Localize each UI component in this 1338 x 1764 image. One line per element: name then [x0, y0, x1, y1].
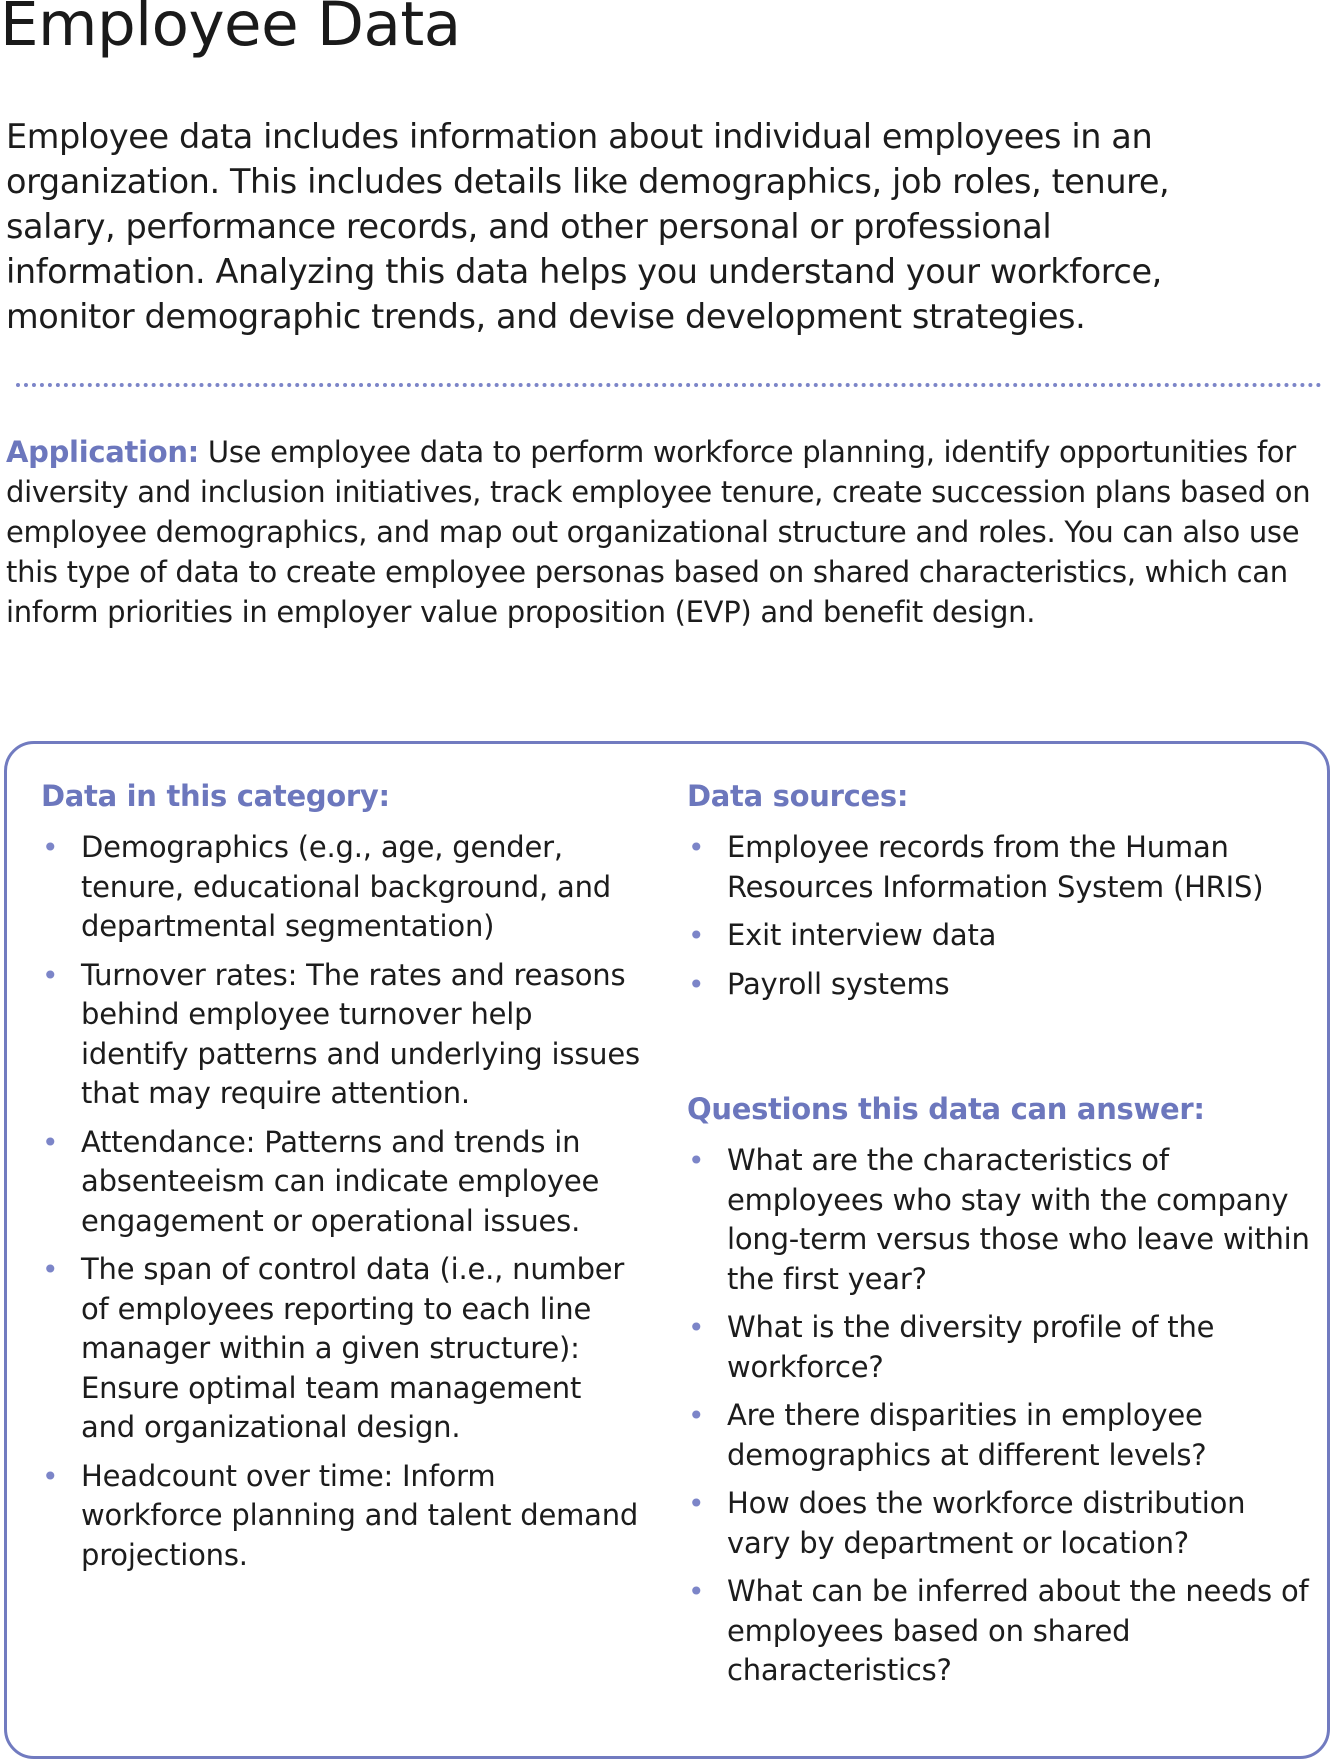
data-sources-heading: Data sources:: [687, 779, 909, 813]
data-category-heading: Data in this category:: [41, 779, 390, 813]
data-category-list: [41, 828, 641, 1584]
list-item: [687, 1141, 1317, 1299]
bullet-icon: •: [688, 1487, 705, 1520]
bullet-icon: •: [688, 1311, 705, 1344]
intro-paragraph: Employee data includes information about individual employees in an organization. This includes details like demographics, job roles, tenure, salary, performance records, and other personal or professional information. Analyzing this data helps you understand your workforce, monitor demographic trends, and devise development strategies.: [6, 117, 1170, 336]
list-item: [687, 1484, 1317, 1563]
list-item-text: Are there disparities in employee demographics at different levels?: [727, 1398, 1207, 1472]
list-item-text: Attendance: Patterns and trends in absenteeism can indicate employee engagement or operational issues.: [81, 1124, 600, 1238]
list-item: [687, 965, 1317, 1005]
list-item-text: What are the characteristics of employees who stay with the company long-term versus those who leave within the first year?: [727, 1143, 1310, 1296]
list-item-text: Headcount over time: Inform workforce planning and talent demand projections.: [81, 1458, 639, 1572]
list-item-text: Turnover rates: The rates and reasons behind employee turnover help identify patterns and underlying issues that may require attention.: [81, 957, 640, 1110]
info-card: [4, 741, 1330, 1759]
bullet-icon: •: [688, 967, 705, 1001]
list-item: [687, 828, 1317, 907]
bullet-icon: •: [42, 1125, 59, 1159]
list-item-text: Payroll systems: [727, 966, 950, 1001]
list-item: [687, 1396, 1317, 1475]
list-item: [41, 1123, 641, 1242]
application-text: Use employee data to perform workforce planning, identify opportunities for diversity and inclusion initiatives, track employee tenure, create succession plans based on employee demographics, and map out organizational structure and roles. You can also use this type of data to create employee personas based on shared characteristics, which can inform priorities in employer value proposition (EVP) and benefit design.: [6, 435, 1311, 629]
questions-heading: Questions this data can answer:: [687, 1092, 1205, 1126]
bullet-icon: •: [42, 1459, 59, 1493]
bullet-icon: •: [688, 831, 705, 864]
list-item: [41, 1457, 641, 1576]
bullet-icon: •: [688, 1144, 705, 1177]
questions-list: [687, 1141, 1317, 1700]
page-title: Employee Data: [0, 0, 461, 60]
list-item: [687, 1308, 1317, 1387]
list-item-text: What can be inferred about the needs of employees based on shared characteristics?: [727, 1574, 1309, 1687]
application-paragraph: [6, 432, 1326, 632]
list-item: [687, 1572, 1317, 1691]
list-item-text: Demographics (e.g., age, gender, tenure, educational background, and departmental segmentation): [81, 830, 611, 943]
dotted-divider: [16, 383, 1322, 387]
bullet-icon: •: [688, 1399, 705, 1432]
list-item-text: Employee records from the Human Resources Information System (HRIS): [727, 830, 1264, 904]
list-item: [687, 916, 1317, 956]
application-label: Application:: [6, 435, 199, 469]
list-item: [41, 828, 641, 947]
bullet-icon: •: [42, 958, 59, 992]
list-item-text: How does the workforce distribution vary by department or location?: [727, 1486, 1246, 1560]
list-item: [41, 1250, 641, 1448]
bullet-icon: •: [688, 1575, 705, 1608]
bullet-icon: •: [688, 919, 705, 952]
list-item-text: Exit interview data: [727, 918, 997, 952]
data-sources-list: [687, 828, 1317, 1013]
bullet-icon: •: [42, 831, 59, 864]
bullet-icon: •: [42, 1253, 59, 1286]
list-item: [41, 956, 641, 1114]
list-item-text: What is the diversity profile of the workforce?: [727, 1310, 1215, 1384]
list-item-text: The span of control data (i.e., number of employees reporting to each line manager within a given structure): Ensure optimal team management and organizational design.: [81, 1252, 625, 1444]
